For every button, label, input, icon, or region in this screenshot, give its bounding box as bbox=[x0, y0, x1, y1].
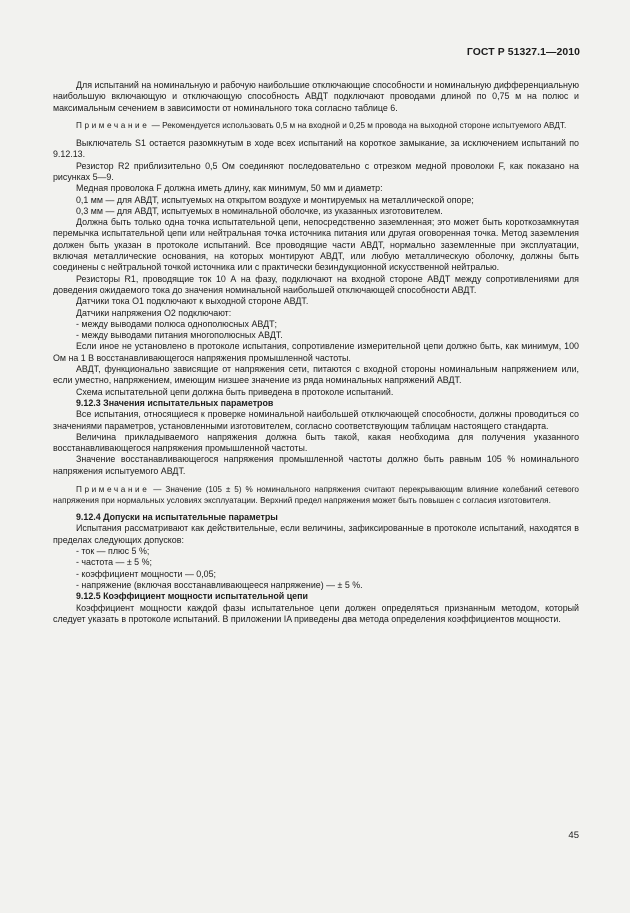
list-item: - коэффициент мощности — 0,05; bbox=[76, 568, 217, 579]
note-text: — Значение (105 ± 5) % номинального напряжения считают перекрывающим влияние колебаний сетевого напряжения при нормальных условиях эксплуатации. Верхний предел напряжения может быть повышен с согласия изготовителя. bbox=[53, 484, 579, 505]
paragraph: Схема испытательной цепи должна быть приведена в протоколе испытаний. bbox=[76, 386, 394, 397]
paragraph: Все испытания, относящиеся к проверке номинальной наибольшей отключающей способности, должны проводиться со значениями параметров, установленными изготовителем, согласно соответствующим таблицам настоящего стандарта. bbox=[53, 409, 579, 431]
note-label: Примечание bbox=[76, 121, 150, 131]
document-body bbox=[53, 80, 579, 625]
paragraph: Датчики тока O1 подключают к выходной стороне АВДТ. bbox=[76, 296, 309, 307]
paragraph: Величина прикладываемого напряжения должна быть такой, какая необходима для получения указанного восстанавливающегося напряжения промышленной частоты. bbox=[53, 431, 579, 454]
note bbox=[53, 120, 579, 131]
list-item: - между выводами полюса однополюсных АВДТ; bbox=[76, 318, 277, 329]
document-header: ГОСТ Р 51327.1—2010 bbox=[466, 47, 580, 58]
paragraph: Резистор R2 приблизительно 0,5 Ом соединяют последовательно с отрезком медной проволоки F, как показано на рисунках 5—9. bbox=[53, 160, 579, 182]
note bbox=[53, 484, 579, 506]
section-heading: 9.12.4 Допуски на испытательные параметры bbox=[76, 512, 278, 523]
paragraph: Значение восстанавливающегося напряжения промышленной частоты должно быть равным 105 % номинального напряжения испытуемого АВДТ. bbox=[53, 454, 579, 476]
section-heading: 9.12.5 Коэффициент мощности испытательной цепи bbox=[76, 591, 308, 602]
paragraph: Медная проволока F должна иметь длину, как минимум, 50 мм и диаметр: bbox=[76, 183, 383, 194]
list-item: - между выводами питания многополюсных АВДТ. bbox=[76, 330, 283, 341]
list-item: - ток — плюс 5 %; bbox=[76, 546, 150, 557]
list-item: 0,3 мм — для АВДТ, испытуемых в номинальной оболочке, из указанных изготовителем. bbox=[76, 205, 443, 216]
paragraph: Если иное не установлено в протоколе испытания, сопротивление измерительной цепи должно быть, как минимум, 100 Ом на 1 В восстанавливающегося напряжения промышленной частоты. bbox=[53, 341, 579, 363]
note-text: — Рекомендуется использовать 0,5 м на входной и 0,25 м провода на выходной стороне испытуемого АВДТ. bbox=[149, 121, 567, 131]
section-heading: 9.12.3 Значения испытательных параметров bbox=[76, 397, 274, 408]
paragraph: Выключатель S1 остается разомкнутым в ходе всех испытаний на короткое замыкание, за исключением испытаний по 9.12.13. bbox=[53, 138, 579, 160]
paragraph: Испытания рассматривают как действительные, если величины, зафиксированные в протоколе испытаний, находятся в пределах следующих допусков: bbox=[53, 523, 579, 545]
paragraph: Должна быть только одна точка испытательной цепи, непосредственно заземленная; это может быть короткозамкнутая перемычка испытательной цепи или нейтральная точка источника питания или другая оговоренная точка. Метод заземления должен быть указан в протоколе испытаний. Все проводящие части АВДТ, нормально заземленные при эксплуатации, включая металлические основания, на которых монтируют АВДТ, или любую металлическую оболочку, должны быть соединены с нейтральной точкой источника или с практически безиндукционной искусственной нейтралью. bbox=[53, 217, 579, 273]
paragraph: Коэффициент мощности каждой фазы испытательное цепи должен определяться признанным методом, который следует указать в протоколе испытаний. В приложении IA приведены два метода определения коэффициентов мощности. bbox=[53, 602, 579, 624]
paragraph: АВДТ, функционально зависящие от напряжения сети, питаются с входной стороны номинальным напряжением или, если уместно, напряжением, имеющим низшее значение из ряда номинальных напряжений АВДТ. bbox=[53, 364, 579, 386]
page-number: 45 bbox=[568, 830, 579, 841]
list-item: - частота — ± 5 %; bbox=[76, 557, 152, 568]
paragraph: Резисторы R1, проводящие ток 10 А на фазу, подключают на входной стороне АВДТ между сопротивлениями для доведения ожидаемого тока до значения номинальной наибольшей отключающей способности АВДТ. bbox=[53, 273, 579, 295]
list-item: 0,1 мм — для АВДТ, испытуемых на открытом воздухе и монтируемых на металлической опоре; bbox=[76, 194, 474, 205]
paragraph: Датчики напряжения O2 подключают: bbox=[76, 307, 232, 318]
note-label: Примечание bbox=[76, 484, 150, 494]
paragraph: Для испытаний на номинальную и рабочую наибольшие отключающие способности и номинальную дифференциальную наибольшую включающую и отключающую способность АВДТ подключают проводами длиной по 0,75 м на полюс и максимальным сечением в зависимости от номинального тока согласно таблице 6. bbox=[53, 80, 579, 113]
list-item: - напряжение (включая восстанавливающееся напряжение) — ± 5 %. bbox=[76, 579, 363, 590]
